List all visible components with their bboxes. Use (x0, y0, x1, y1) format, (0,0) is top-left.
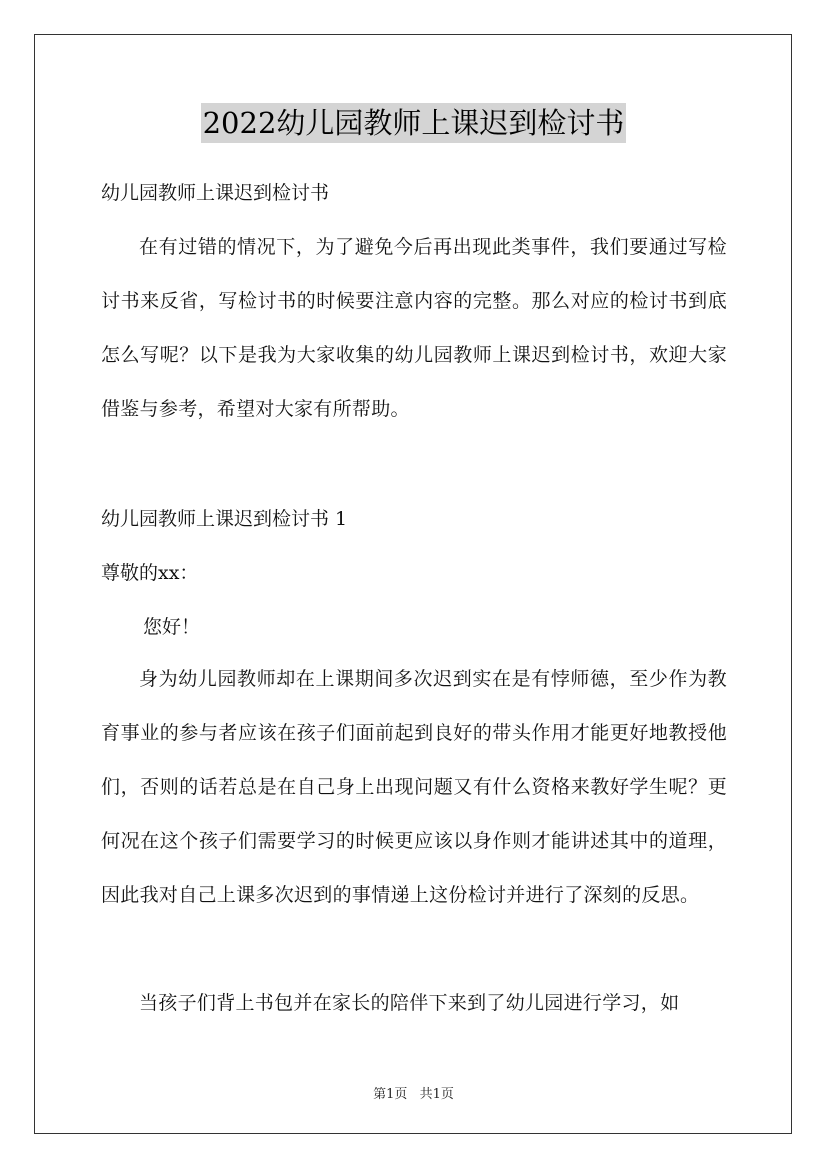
document-title: 2022幼儿园教师上课迟到检讨书 (201, 103, 627, 143)
intro-paragraph: 在有过错的情况下，为了避免今后再出现此类事件，我们要通过写检讨书来反省，写检讨书的时候要注意内容的完整。那么对应的检讨书到底怎么写呢？以下是我为大家收集的幼儿园教师上课迟到检讨书，欢迎大家借鉴与参考，希望对大家有所帮助。 (101, 236, 727, 420)
salutation: 尊敬的xx： (101, 562, 199, 584)
greeting: 您好！ (143, 616, 201, 638)
section-heading: 幼儿园教师上课迟到检讨书 1 (101, 508, 348, 530)
body-paragraph-1: 身为幼儿园教师却在上课期间多次迟到实在是有悖师德，至少作为教育事业的参与者应该在孩子们面前起到良好的带头作用才能更好地教授他们，否则的话若总是在自己身上出现问题又有什么资格来教好学生呢？更何况在这个孩子们需要学习的时候更应该以身作则才能讲述其中的道理，因此我对自己上课多次迟到的事情递上这份检讨并进行了深刻的反思。 (101, 668, 727, 906)
page-total: 共1页 (419, 1087, 454, 1102)
title-container (0, 103, 827, 143)
page-footer (0, 1083, 827, 1102)
body-paragraph-2: 当孩子们背上书包并在家长的陪伴下来到了幼儿园进行学习，如 (139, 992, 680, 1014)
document-subtitle: 幼儿园教师上课迟到检讨书 (101, 182, 330, 204)
page-number: 第1页 (373, 1087, 408, 1102)
